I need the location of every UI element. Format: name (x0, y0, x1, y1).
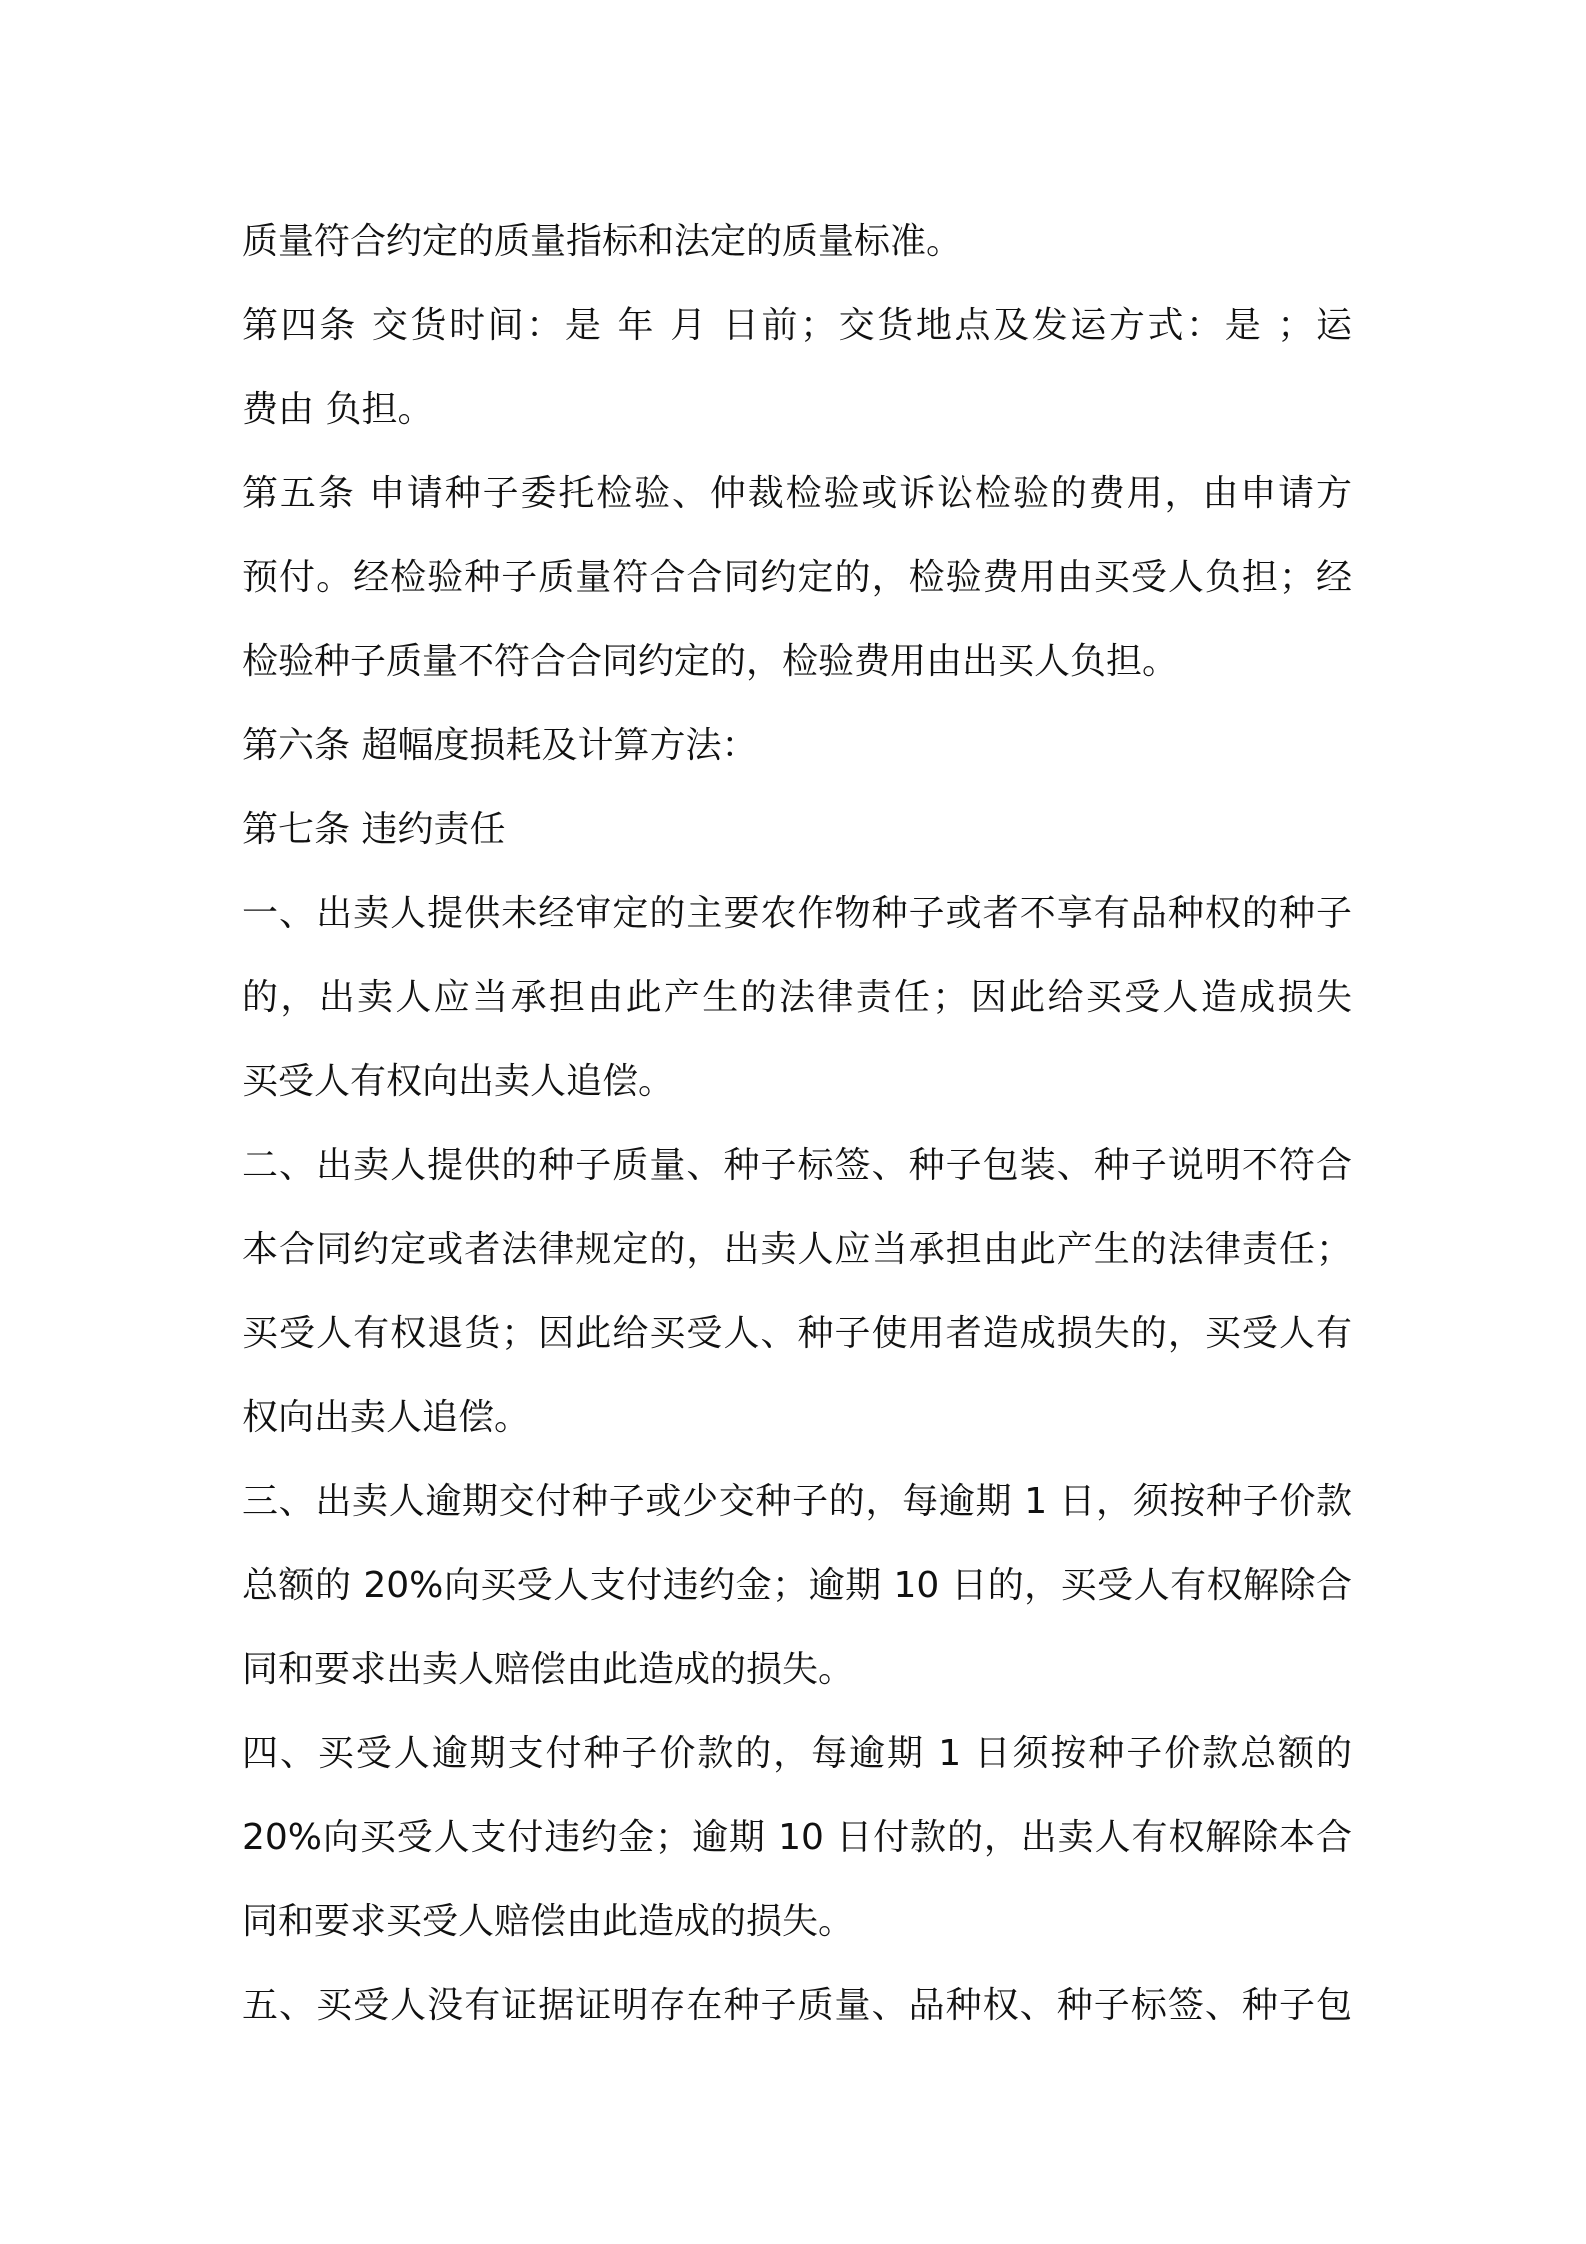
text-line: 权向出卖人追偿。 (242, 1397, 531, 1438)
text-line: 同和要求买受人赔偿由此造成的损失。 (242, 1901, 855, 1942)
text-line: 预付。经检验种子质量符合合同约定的，检验费用由买受人负担；经 (242, 557, 1352, 598)
text-line: 总额的 20%向买受人支付违约金；逾期 10 日的，买受人有权解除合 (242, 1565, 1352, 1606)
text-line: 三、出卖人逾期交付种子或少交种子的，每逾期 1 日，须按种子价款 (242, 1481, 1352, 1522)
text-line: 第五条 申请种子委托检验、仲裁检验或诉讼检验的费用，由申请方 (242, 473, 1352, 514)
text-line: 二、出卖人提供的种子质量、种子标签、种子包装、种子说明不符合 (242, 1145, 1352, 1186)
text-line: 五、买受人没有证据证明存在种子质量、品种权、种子标签、种子包 (242, 1985, 1352, 2026)
text-line: 一、出卖人提供未经审定的主要农作物种子或者不享有品种权的种子 (242, 893, 1352, 934)
text-line: 同和要求出卖人赔偿由此造成的损失。 (242, 1649, 855, 1690)
text-line: 20%向买受人支付违约金；逾期 10 日付款的，出卖人有权解除本合 (242, 1817, 1352, 1858)
text-line: 第六条 超幅度损耗及计算方法： (242, 725, 758, 766)
text-line: 检验种子质量不符合合同约定的，检验费用由出买人负担。 (242, 641, 1179, 682)
text-line: 的，出卖人应当承担由此产生的法律责任；因此给买受人造成损失 (242, 977, 1352, 1018)
contract-text-body (242, 200, 1352, 2048)
text-line: 第四条 交货时间：是 年 月 日前；交货地点及发运方式：是 ；运 (242, 305, 1352, 346)
text-line: 买受人有权向出卖人追偿。 (242, 1061, 675, 1102)
text-line: 买受人有权退货；因此给买受人、种子使用者造成损失的，买受人有 (242, 1313, 1352, 1354)
text-line: 四、买受人逾期支付种子价款的，每逾期 1 日须按种子价款总额的 (242, 1733, 1352, 1774)
text-line: 质量符合约定的质量指标和法定的质量标准。 (242, 221, 963, 262)
text-line: 费由 负担。 (242, 389, 434, 430)
text-line: 本合同约定或者法律规定的，出卖人应当承担由此产生的法律责任； (242, 1229, 1352, 1270)
text-line: 第七条 违约责任 (242, 809, 506, 850)
